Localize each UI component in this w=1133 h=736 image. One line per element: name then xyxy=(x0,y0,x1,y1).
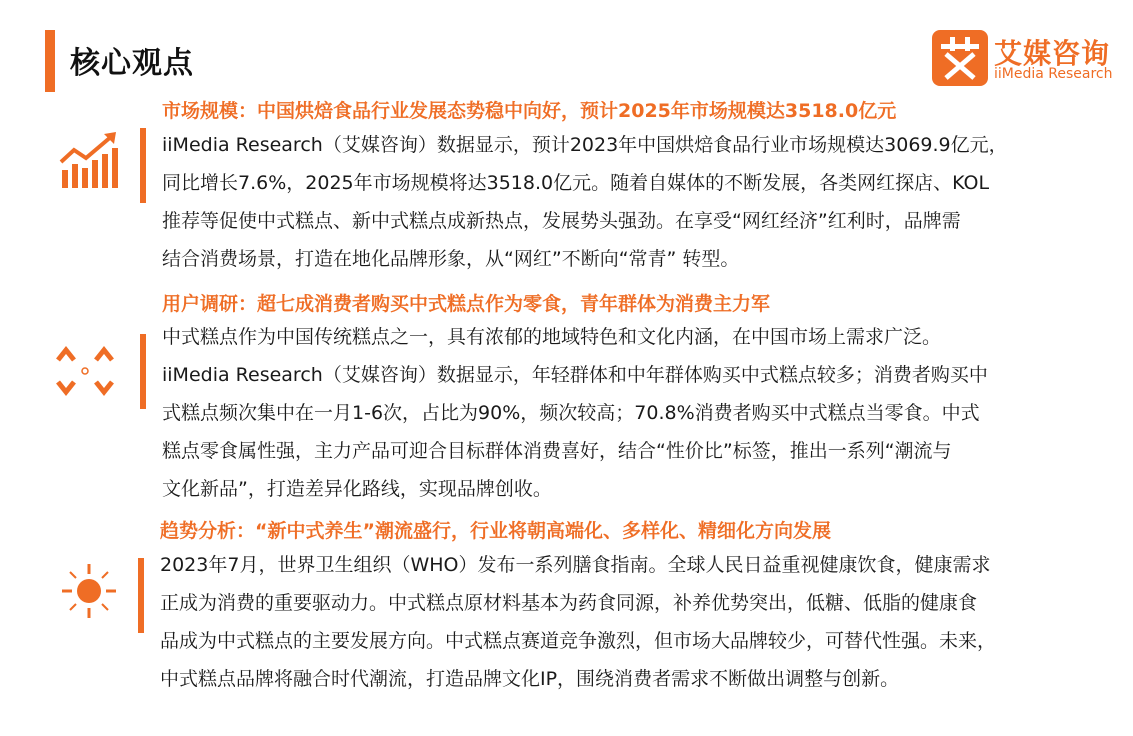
body-line: 中式糕点作为中国传统糕点之一，具有浓郁的地域特色和文化内涵，在中国市场上需求广泛。 xyxy=(162,326,942,348)
page-title: 核心观点 xyxy=(70,46,194,81)
body-line: 式糕点频次集中在一月1-6次，占比为90%，频次较高；70.8%消费者购买中式糕点当零食。中式 xyxy=(162,402,980,424)
section-body-user-research xyxy=(162,318,988,508)
title-accent-bar xyxy=(45,30,55,92)
logo-mark-icon xyxy=(932,30,988,86)
section-accent-bar xyxy=(138,558,144,633)
body-line: iiMedia Research（艾媒咨询）数据显示，预计2023年中国烘焙食品行业市场规模达3069.9亿元， xyxy=(162,134,1008,156)
logo-chinese-text: 艾媒咨询 xyxy=(994,37,1111,70)
section-accent-bar xyxy=(140,334,146,409)
section-heading-user-research: 用户调研：超七成消费者购买中式糕点作为零食，青年群体为消费主力军 xyxy=(162,293,771,315)
section-body-trend-analysis xyxy=(160,546,996,698)
body-line: iiMedia Research（艾媒咨询）数据显示，年轻群体和中年群体购买中式糕点较多；消费者购买中 xyxy=(162,364,988,386)
section-heading-market-size: 市场规模：中国烘焙食品行业发展态势稳中向好，预计2025年市场规模达3518.0亿元 xyxy=(162,100,897,122)
body-line: 正成为消费的重要驱动力。中式糕点原材料基本为药食同源，补养优势突出，低糖、低脂的健康食 xyxy=(160,592,978,614)
body-line: 文化新品”，打造差异化路线，实现品牌创收。 xyxy=(162,478,552,500)
brand-logo xyxy=(932,30,1117,86)
focus-target-icon xyxy=(52,340,118,406)
body-line: 糕点零食属性强，主力产品可迎合目标群体消费喜好，结合“性价比”标签，推出一系列“潮流与 xyxy=(162,440,952,462)
body-line: 推荐等促使中式糕点、新中式糕点成新热点，发展势头强劲。在享受“网红经济”红利时，品牌需 xyxy=(162,210,961,232)
logo-english-text: iiMedia Research xyxy=(994,66,1113,82)
section-heading-trend-analysis: 趋势分析：“新中式养生”潮流盛行，行业将朝高端化、多样化、精细化方向发展 xyxy=(160,520,831,542)
growth-chart-icon xyxy=(58,132,122,194)
body-line: 结合消费场景，打造在地化品牌形象，从“网红”不断向“常青” 转型。 xyxy=(162,248,740,270)
section-accent-bar xyxy=(140,128,146,203)
section-body-market-size xyxy=(162,126,1008,278)
body-line: 中式糕点品牌将融合时代潮流，打造品牌文化IP，围绕消费者需求不断做出调整与创新。 xyxy=(160,668,900,690)
sun-icon xyxy=(58,560,120,626)
body-line: 品成为中式糕点的主要发展方向。中式糕点赛道竞争激烈，但市场大品牌较少，可替代性强。未来， xyxy=(160,630,997,652)
body-line: 同比增长7.6%，2025年市场规模将达3518.0亿元。随着自媒体的不断发展，各类网红探店、KOL xyxy=(162,172,990,194)
body-line: 2023年7月，世界卫生组织（WHO）发布一系列膳食指南。全球人民日益重视健康饮食，健康需求 xyxy=(160,554,991,576)
